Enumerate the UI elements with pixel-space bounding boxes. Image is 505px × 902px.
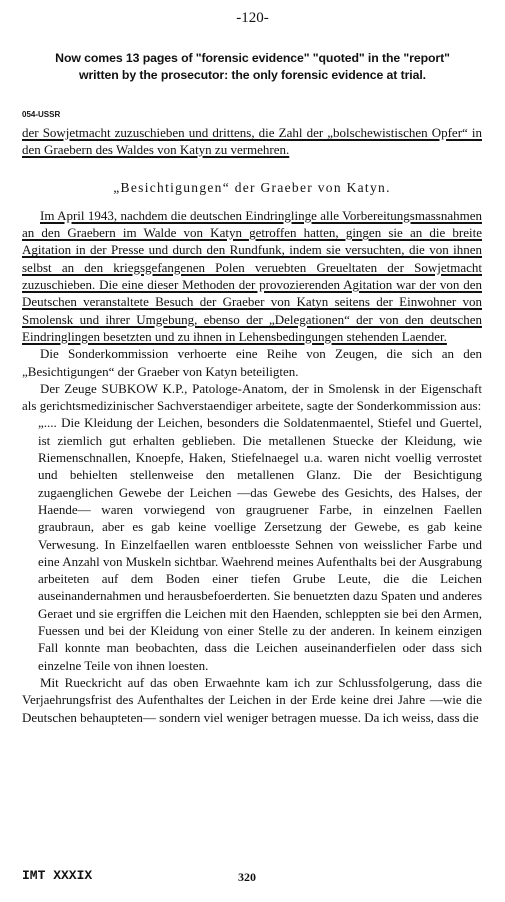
editorial-banner bbox=[20, 50, 485, 84]
footer-volume: IMT XXXIX bbox=[22, 868, 93, 883]
paragraph: Mit Rueckricht auf das oben Erwaehnte kam ich zur Schlussfolgerung, dass die Verjaehrungsfrist des Aufenthaltes der Leichen in der Erde keine drei Jahre —wie die Deutschen behaupteten— sondern viel weniger betragen muesse. Da ich weiss, dass die bbox=[22, 674, 482, 725]
page-number: -120- bbox=[236, 10, 269, 26]
witness-quote: „.... Die Kleidung der Leichen, besonders die Soldatenmaentel, Stiefel und Guertel, ist ziemlich gut erhalten geblieben. Die metallenen Stuecke der Kleidung, wie Riemenschnallen, Knoepfe, Haken, Stiefelnaegel u.a. waren nicht voellig verrostet und behielten stellenweise den metallenen Glanz. Die der Besichtigung zugaenglichen Gewebe der Leichen —das Gewebe des Gesichts, des Halses, der Haende— waren vorwiegend von graugruener Farbe, in einzelnen Faellen graubraun, aber es gab keine voellige Zersetzung der Gewebe, es gab keine Verwesung. In Einzelfaellen waren entbloesste Sehnen von weisslicher Farbe und eine Anzahl von Muskeln sichtbar. Waehrend meines Aufenthalts bei der Ausgrabung arbeiteten auf dem Boden einer tiefen Grube Leute, die die Leichen auseinandernahmen und herausbefoerderten. Sie benuetzten dazu Spaten und anderes Geraet und sie ergriffen die Leichen mit den Haenden, schleppten sie bei den Armen, Fuessen und bei der Kleidung von einer Stelle zu der anderen. In keinem einzigen Fall konnte man beobachten, dass die Leichen auseinanderfielen oder dass sich einzelne Teile von ihnen loesten. bbox=[38, 415, 482, 673]
paragraph-underlined bbox=[22, 207, 482, 345]
paragraph-underlined-text: Im April 1943, nachdem die deutschen Eindringlinge alle Vorbereitungsmassnahmen an den Graebern im Walde von Katyn getroffen hatten, gingen sie an die breite Agitation in der Presse und durch den Rundfunk, indem sie versuchten, die von ihnen selbst an den kriegsgefangenen Polen veruebten Greueltaten der Sowjetmacht zuzuschieben. Die eine dieser Methoden der provozierenden Agitation war der von den Deutschen veranstaltete Besuch der Graeber von Katyn seitens der Einwohner von Smolensk und ihrer Umgebung, ebenso der „Delegationen“ der von den deutschen Eindringlingen besetzten und zu ihnen in Lehensbedingungen stehenden Laender. bbox=[22, 207, 482, 344]
paragraph: Der Zeuge SUBKOW K.P., Patologe-Anatom, der in Smolensk in der Eigenschaft als gerichtsmedizinischer Sachverstaendiger arbeitete, sagte der Sonderkommission aus: bbox=[22, 380, 482, 414]
banner-line-1: Now comes 13 pages of "forensic evidence" "quoted" in the "report" bbox=[55, 51, 450, 65]
document-body bbox=[22, 124, 482, 726]
footer-page-number: 320 bbox=[238, 870, 256, 884]
section-heading: „Besichtigungen“ der Graeber von Katyn. bbox=[113, 179, 391, 195]
banner-line-2: written by the prosecutor: the only forensic evidence at trial. bbox=[79, 68, 426, 82]
paragraph: Die Sonderkommission verhoerte eine Reihe von Zeugen, die sich an den „Besichtigungen“ der Graeber von Katyn beteiligten. bbox=[22, 346, 482, 379]
paragraph-continuation: der Sowjetmacht zuzuschieben und drittens, die Zahl der „bolschewistischen Opfer“ in den Graebern des Waldes von Katyn zu vermehren. bbox=[22, 125, 482, 158]
document-id: 054-USSR bbox=[22, 110, 61, 119]
